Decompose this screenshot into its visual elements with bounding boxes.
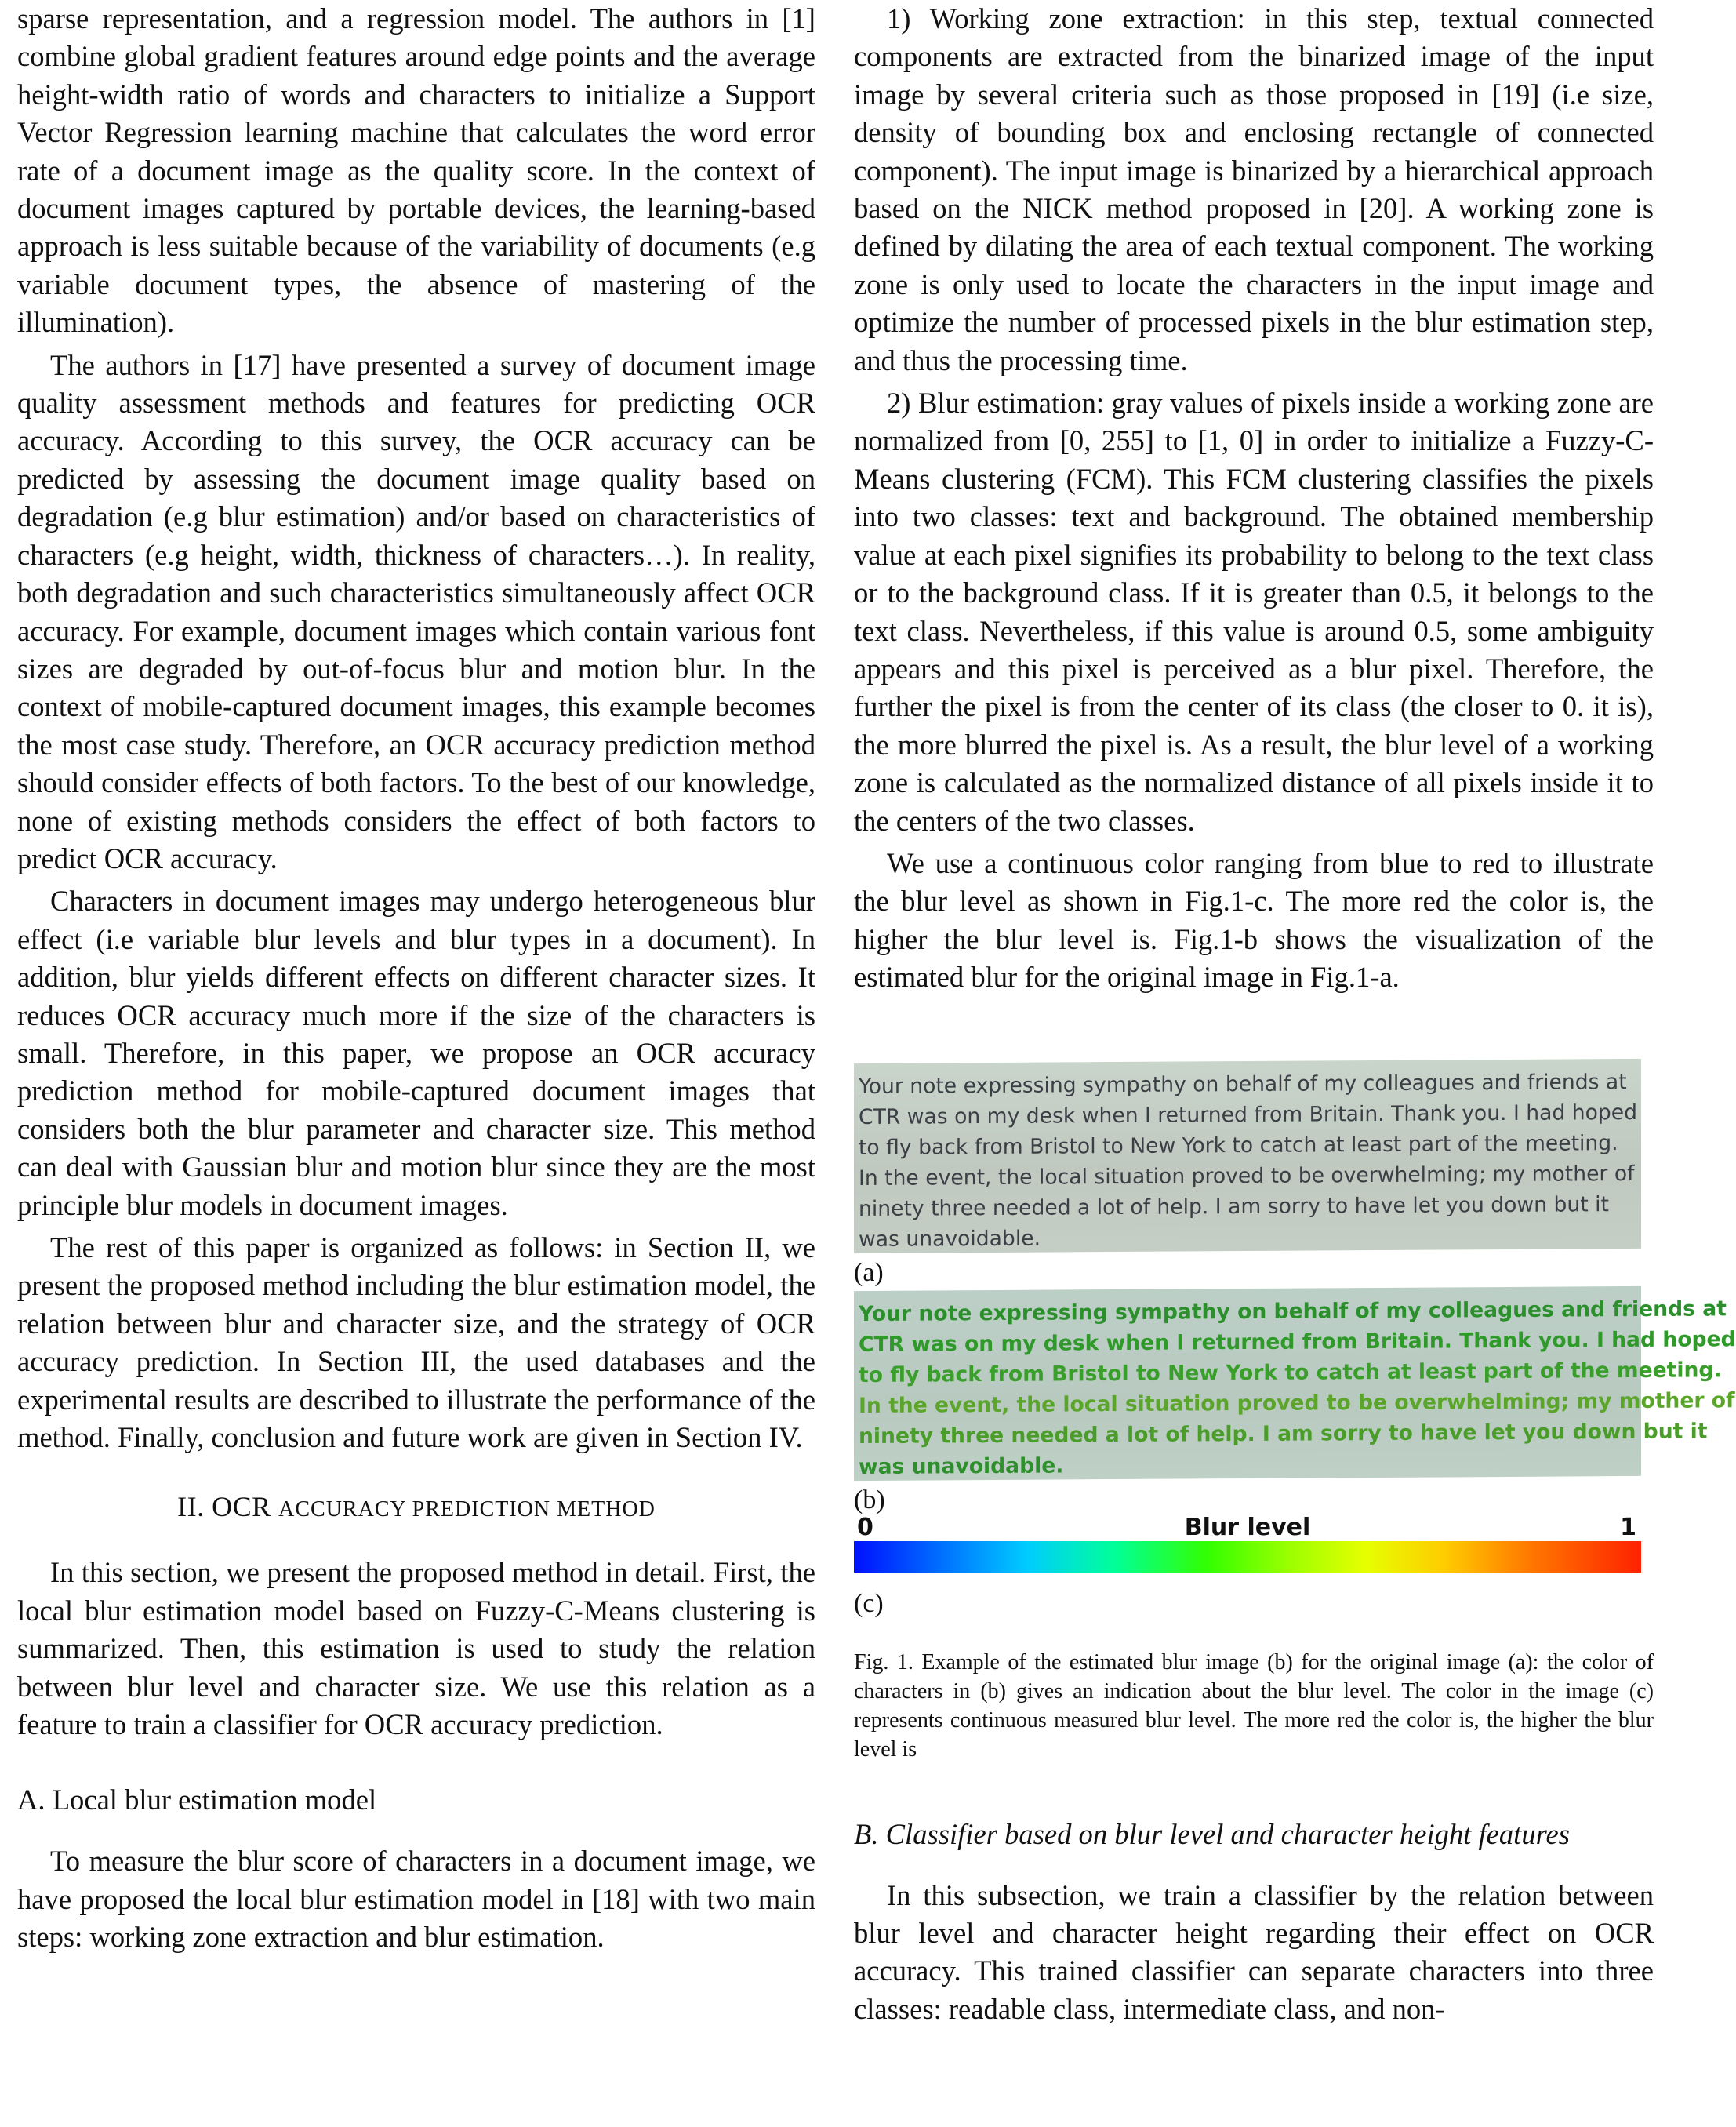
sample-text-line: ninety three needed a lot of help. I am sorry to have let you down but it <box>859 1418 1708 1449</box>
right-column <box>854 0 1736 2028</box>
scale-max-label: 1 <box>1620 1513 1636 1541</box>
blur-level-scale <box>854 1514 1641 1573</box>
figure-label-a: (a) <box>854 1257 884 1287</box>
paragraph-section-intro: In this section, we present the proposed method in detail. First, the local blur estimation model based on Fuzzy-C-Means clustering is summarized. Then, this estimation is used to study the relation between blur level and character size. We use this relation as a feature to train a classifier for OCR accuracy prediction. <box>17 1556 815 1741</box>
sample-text-line: In the event, the local situation proved to be overwhelming; my mother of <box>859 1161 1635 1191</box>
figure-caption: Fig. 1. Example of the estimated blur image (b) for the original image (a): the color of characters in (b) gives an indication about the blur level. The color in the image (c) represents continuous measured blur level. The more red the color is, the higher the blur level is <box>854 1649 1654 1762</box>
sample-text-line: Your note expressing sympathy on behalf of my colleagues and friends at <box>859 1296 1727 1326</box>
section-number: II. <box>177 1491 205 1523</box>
paragraph-classifier: In this subsection, we train a classifier by the relation between blur level and character height regarding their effect on OCR accuracy. This trained classifier can separate characters into three classes: readable class, intermediate class, and non- <box>854 1878 1654 2025</box>
blur-color-gradient <box>854 1541 1641 1573</box>
paragraph-heterogeneous-blur: Characters in document images may undergo heterogeneous blur effect (i.e variable blur levels and blur types in a document). In addition, blur yields different effects on different character sizes. It reduces OCR accuracy much more if the size of the characters is small. Therefore, in this paper, we propose an OCR accuracy prediction method for mobile-captured document images that considers both the blur parameter and character size. This method can deal with Gaussian blur and motion blur since they are the most principle blur models in document images. <box>17 885 815 1221</box>
paragraph-blur-estimation: 2) Blur estimation: gray values of pixels inside a working zone are normalized from [0, 255] to [1, 0] in order to initialize a Fuzzy-C-Means clustering (FCM). This FCM clustering classifies the pixels into two classes: text and background. The obtained membership value at each pixel signifies its probability to belong to the text class or to the background class. If it is greater than 0.5, it belongs to the text class. Nevertheless, if this value is around 0.5, some ambiguity appears and this pixel is perceived as a blur pixel. Therefore, the further the pixel is from the center of its class (the closer to 0. it is), the more blurred the pixel is. As a result, the blur level of a working zone is calculated as the normalized distance of all pixels inside it to the centers of the two classes. <box>854 387 1654 837</box>
figure-original-image <box>854 1058 1641 1253</box>
paragraph-organization: The rest of this paper is organized as follows: in Section II, we present the proposed method including the blur estimation model, the relation between blur and character size, and the strategy of OCR accuracy prediction. In Section III, the used databases and the experimental results are described to illustrate the performance of the method. Finally, conclusion and future work are given in Section IV. <box>17 1231 815 1454</box>
subsection-heading-b: B. Classifier based on blur level and character height features <box>854 1817 1570 1850</box>
paragraph-color-visualization: We use a continuous color ranging from blue to red to illustrate the blur level as shown in Fig.1-c. The more red the color is, the higher the blur level is. Fig.1-b shows the visualization of the estimated blur for the original image in Fig.1-a. <box>854 846 1654 994</box>
scale-title: Blur level <box>1184 1513 1311 1541</box>
sample-text-line: CTR was on my desk when I returned from Britain. Thank you. I had hoped <box>859 1326 1736 1357</box>
figure-label-c: (c) <box>854 1588 884 1618</box>
section-title-first: OCR <box>212 1491 271 1523</box>
sample-text-line: was unavoidable. <box>859 1453 1064 1479</box>
sample-text-line: was unavoidable. <box>859 1226 1041 1252</box>
sample-text-line: to fly back from Bristol to New York to catch at least part of the meeting. <box>859 1357 1722 1387</box>
sample-text-line: CTR was on my desk when I returned from Britain. Thank you. I had hoped <box>859 1100 1637 1129</box>
paragraph-related-work-end: sparse representation, and a regression model. The authors in [1] combine global gradient features around edge points and the average height-width ratio of words and characters to initialize a Support Vector Regression learning machine that calculates the word error rate of a document image as the quality score. In the context of document images captured by portable devices, the learning-based approach is less suitable because of the variability of documents (e.g variable document types, the absence of mastering of the illumination). <box>17 2 815 339</box>
section-title-rest: ACCURACY PREDICTION METHOD <box>278 1497 656 1522</box>
left-column <box>17 0 815 1957</box>
sample-text-line: to fly back from Bristol to New York to catch at least part of the meeting. <box>859 1130 1618 1160</box>
paragraph-survey: The authors in [17] have presented a survey of document image quality assessment methods and features for predicting OCR accuracy. According to this survey, the OCR accuracy can be predicted by assessing the document image quality based on degradation (e.g blur estimation) and/or based on characteristics of characters (e.g height, width, thickness of characters…). In reality, both degradation and such characteristics simultaneously affect OCR accuracy. For example, document images which contain various font sizes are degraded by out-of-focus blur and motion blur. In the context of mobile-captured document images, this example becomes the most case study. Therefore, an OCR accuracy prediction method should consider effects of both factors. To the best of our knowledge, none of existing methods considers the effect of both factors to predict OCR accuracy. <box>17 348 815 874</box>
figure-1 <box>854 1061 1736 1764</box>
section-heading <box>17 1488 815 1529</box>
sample-text-line: ninety three needed a lot of help. I am sorry to have let you down but it <box>859 1191 1609 1221</box>
sample-text-line: In the event, the local situation proved to be overwhelming; my mother of <box>859 1387 1735 1418</box>
figure-label-b: (b) <box>854 1485 885 1514</box>
scale-min-label: 0 <box>857 1513 873 1541</box>
subsection-heading-a: A. Local blur estimation model <box>17 1783 377 1816</box>
sample-text-line: Your note expressing sympathy on behalf of my colleagues and friends at <box>859 1069 1627 1099</box>
paragraph-blur-model: To measure the blur score of characters in a document image, we have proposed the local blur estimation model in [18] with two main steps: working zone extraction and blur estimation. <box>17 1845 815 1954</box>
figure-blur-visualization <box>854 1285 1736 1480</box>
paragraph-working-zone: 1) Working zone extraction: in this step, textual connected components are extracted from the binarized image of the input image by several criteria such as those proposed in [19] (i.e size, density of bounding box and enclosing rectangle of connected component). The input image is binarized by a hierarchical approach based on the NICK method proposed in [20]. A working zone is defined by dilating the area of each textual component. The working zone is only used to locate the characters in the input image and optimize the number of processed pixels in the blur estimation step, and thus the processing time. <box>854 2 1654 376</box>
